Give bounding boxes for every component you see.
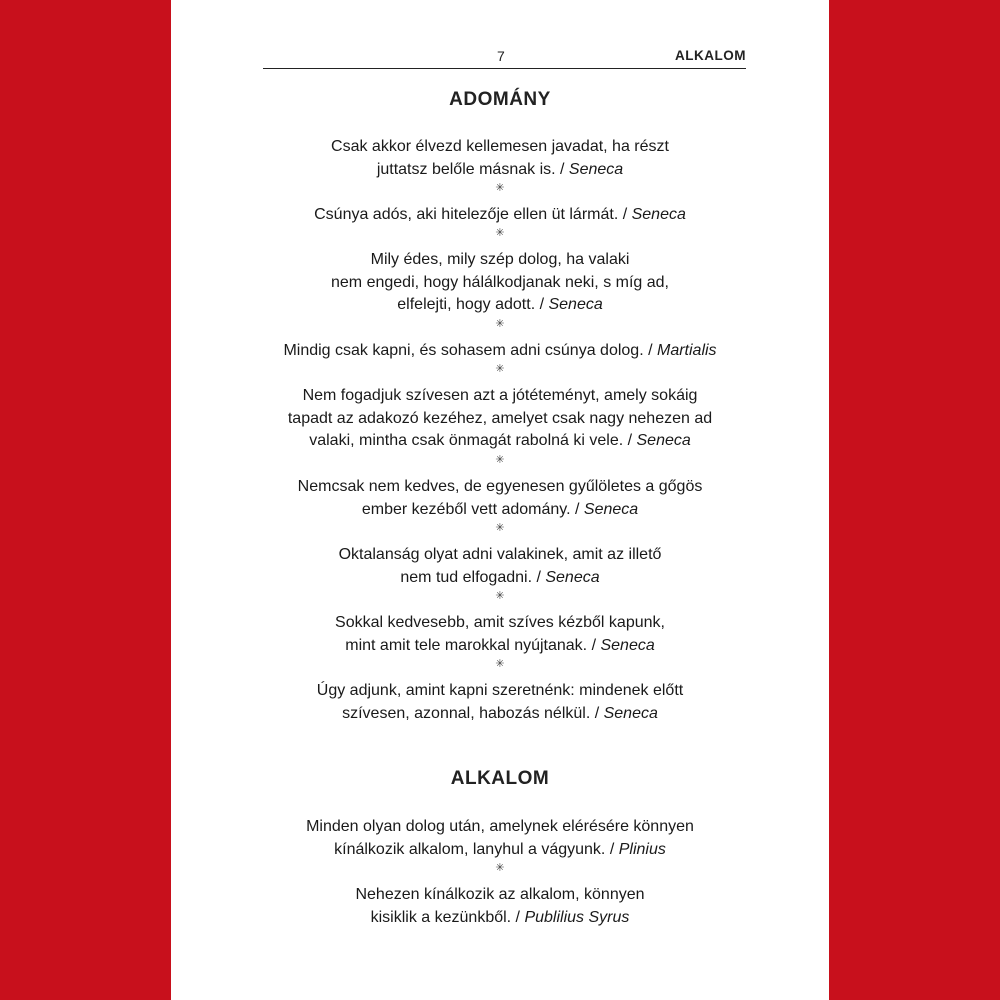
- asterisk-separator-icon: ✳: [495, 182, 505, 194]
- quote-line: [171, 340, 829, 363]
- section-title: ALKALOM: [450, 768, 550, 789]
- quote-line: [171, 612, 829, 635]
- quote-line: [171, 294, 829, 317]
- quote-text: Sokkal kedvesebb, amit szíves kézből kapunk,: [335, 614, 665, 631]
- quote: [171, 680, 829, 725]
- quote-line: [171, 884, 829, 907]
- quote-author: Martialis: [656, 342, 717, 359]
- book-page: [171, 0, 829, 1000]
- asterisk-separator-icon: ✳: [495, 522, 505, 534]
- asterisk-separator-icon: ✳: [495, 590, 505, 602]
- section-title: ADOMÁNY: [449, 89, 551, 110]
- quote: [171, 204, 829, 227]
- quote: [171, 612, 829, 657]
- quote-author: Seneca: [636, 432, 691, 450]
- quote-author: Seneca: [600, 636, 655, 654]
- quote-text: nem engedi, hogy hálálkodjanak neki, s míg ad,: [331, 273, 669, 291]
- quote-author: Plinius: [618, 840, 666, 858]
- quote-line: [171, 385, 829, 408]
- quote-author: Seneca: [631, 206, 686, 223]
- quote: [171, 385, 829, 453]
- quote-author: Seneca: [548, 296, 603, 314]
- quote-line: [171, 408, 829, 431]
- quote-text: tapadt az adakozó kezéhez, amelyet csak nagy nehezen ad: [287, 409, 713, 427]
- asterisk-separator-icon: ✳: [495, 862, 505, 874]
- quote-text: Csak akkor élvezd kellemesen javadat, ha részt: [331, 138, 669, 155]
- page-number: 7: [497, 48, 505, 64]
- quote-text: Minden olyan dolog után, amelynek elérésére könnyen: [306, 818, 694, 835]
- asterisk-separator-icon: ✳: [495, 318, 505, 330]
- quote-text: ember kezéből vett adomány. /: [361, 500, 584, 518]
- quote-author: Seneca: [545, 568, 600, 586]
- quote-author: Publilius Syrus: [524, 908, 630, 926]
- quote: [171, 249, 829, 317]
- quote-text: Nem fogadjuk szívesen azt a jótéteményt, amely sokáig: [302, 387, 698, 404]
- quote-line: [171, 680, 829, 703]
- quote-line: [171, 476, 829, 499]
- quote: [171, 544, 829, 589]
- running-title: ALKALOM: [675, 48, 746, 63]
- quote-line: [171, 272, 829, 295]
- quote-text: Mily édes, mily szép dolog, ha valaki: [370, 251, 630, 268]
- quote-text: Nemcsak nem kedves, de egyenesen gyűlöletes a gőgös: [297, 478, 703, 495]
- quote-text: elfelejti, hogy adott. /: [397, 296, 549, 314]
- asterisk-separator-icon: ✳: [495, 454, 505, 466]
- quote-line: [171, 136, 829, 159]
- quote-text: Nehezen kínálkozik az alkalom, könnyen: [355, 886, 645, 903]
- quote-line: [171, 544, 829, 567]
- quote-author: Seneca: [568, 160, 624, 178]
- quote-line: [171, 430, 829, 453]
- quote-text: szívesen, azonnal, habozás nélkül. /: [342, 704, 604, 722]
- quote-text: Úgy adjunk, amint kapni szeretnénk: mindenek előtt: [316, 682, 684, 699]
- quote: [171, 340, 829, 363]
- quote: [171, 884, 829, 929]
- asterisk-separator-icon: ✳: [495, 658, 505, 670]
- quote: [171, 136, 829, 181]
- quote: [171, 476, 829, 521]
- quote-line: [171, 839, 829, 862]
- quote: [171, 816, 829, 861]
- quote-text: mint amit tele marokkal nyújtanak. /: [345, 636, 601, 654]
- quote-text: Csúnya adós, aki hitelezője ellen üt lármát. /: [314, 206, 632, 223]
- quote-line: [171, 567, 829, 590]
- quote-line: [171, 499, 829, 522]
- quote-line: [171, 204, 829, 227]
- asterisk-separator-icon: ✳: [495, 227, 505, 239]
- quote-text: kínálkozik alkalom, lanyhul a vágyunk. /: [334, 840, 619, 858]
- quote-line: [171, 816, 829, 839]
- quote-text: Oktalanság olyat adni valakinek, amit az illető: [338, 546, 662, 563]
- quote-line: [171, 249, 829, 272]
- quote-line: [171, 635, 829, 658]
- quote-text: valaki, mintha csak önmagát rabolná ki vele. /: [309, 432, 637, 450]
- quote-line: [171, 703, 829, 726]
- quote-line: [171, 159, 829, 182]
- quote-text: juttatsz belőle másnak is. /: [376, 160, 569, 178]
- quote-text: Mindig csak kapni, és sohasem adni csúnya dolog. /: [283, 342, 657, 359]
- running-head: [263, 46, 746, 69]
- quote-text: nem tud elfogadni. /: [400, 568, 546, 586]
- asterisk-separator-icon: ✳: [495, 363, 505, 375]
- quote-text: kisiklik a kezünkből. /: [370, 908, 525, 926]
- quote-line: [171, 907, 829, 930]
- quote-author: Seneca: [603, 704, 658, 722]
- quote-author: Seneca: [583, 500, 639, 518]
